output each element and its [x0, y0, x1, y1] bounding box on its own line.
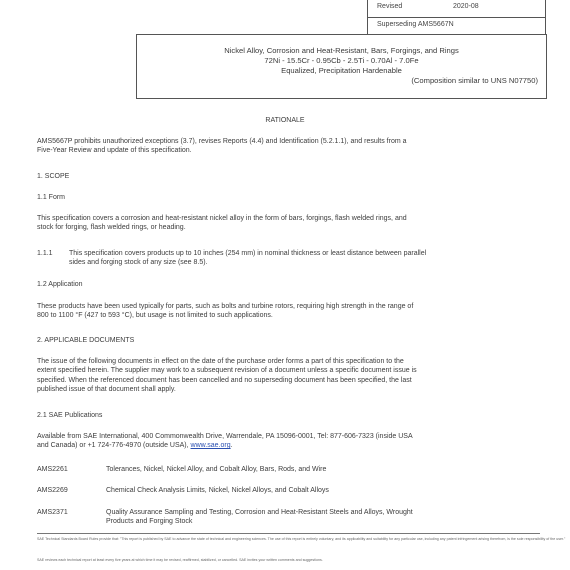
- sae-line-2: [37, 441, 540, 450]
- rationale-line-2: Five-Year Review and update of this specification.: [37, 147, 192, 155]
- title-line-1: Nickel Alloy, Corrosion and Heat-Resistant, Bars, Forgings, and Rings: [224, 46, 459, 55]
- reference-description-continued: Products and Forging Stock: [106, 518, 193, 525]
- application-heading: 1.2 Application: [37, 281, 83, 288]
- footer-line-1: SAE Technical Standards Board Rules provide that: "This report is published by SAE to advance the state of technical and engineering sciences. The use of this report is entirely voluntary, and its applicability and suitability for any particular use, including any patent infringement arising therefrom, is the sole responsibility of the user.": [37, 537, 566, 541]
- reference-code: AMS2269: [37, 487, 68, 494]
- title-line-2: 72Ni - 15.5Cr - 0.95Cb - 2.5Ti - 0.70Al - 7.0Fe: [264, 56, 419, 65]
- rationale-text: [37, 137, 540, 156]
- scope-heading: 1. SCOPE: [37, 173, 70, 180]
- header-left-cell: [136, 0, 368, 35]
- section-1-1-1-number: 1.1.1: [37, 250, 53, 257]
- rationale-line-1: AMS5667P prohibits unauthorized exceptions (3.7), revises Reports (4.4) and Identification (5.2.1.1), and results from a: [37, 138, 407, 145]
- reference-description: Quality Assurance Sampling and Testing, Corrosion and Heat-Resistant Steels and Alloys, Wrought: [106, 509, 413, 516]
- applicable-line-3: specified. When the referenced document has been cancelled and no superseding document has been specified, the last: [37, 376, 412, 384]
- sae-line-2-end: .: [230, 442, 233, 450]
- reference-description: Tolerances, Nickel, Nickel Alloy, and Cobalt Alloy, Bars, Rods, and Wire: [106, 466, 327, 473]
- form-text: [37, 214, 540, 233]
- footer-line-2: SAE reviews each technical report at least every five years at which time it may be revised, reaffirmed, stabilized, or cancelled. SAE invites your written comments and suggestions.: [37, 558, 323, 562]
- form-heading: 1.1 Form: [37, 194, 66, 201]
- application-line-2: 800 to 1100 °F (427 to 593 °C), but usage is not limited to such applications.: [37, 312, 273, 320]
- title-line-4: (Composition similar to UNS N07750): [411, 76, 538, 85]
- application-text: [37, 302, 540, 321]
- form-line-1: This specification covers a corrosion and heat-resistant nickel alloy in the form of bars, forgings, flash welded rings, and: [37, 215, 407, 222]
- footer-rule: [37, 533, 540, 534]
- applicable-line-1: The issue of the following documents in effect on the date of the purchase order forms a part of this specification to the: [37, 358, 404, 365]
- applicable-documents-text: [37, 357, 540, 395]
- sae-publications-heading: 2.1 SAE Publications: [37, 412, 103, 419]
- applicable-documents-heading: 2. APPLICABLE DOCUMENTS: [37, 337, 135, 344]
- form-line-2: stock for forging, flash welded rings, or heading.: [37, 224, 186, 232]
- sae-publications-text: [37, 432, 540, 451]
- sae-line-2-text: and Canada) or +1 724-776-4970 (outside USA),: [37, 442, 191, 450]
- reference-description: Chemical Check Analysis Limits, Nickel, Nickel Alloys, and Cobalt Alloys: [106, 487, 329, 494]
- superseding-text: Superseding AMS5667N: [377, 21, 454, 28]
- revised-label: Revised: [377, 3, 403, 10]
- application-line-1: These products have been used typically for parts, such as bolts and turbine rotors, requiring high strength in the range of: [37, 303, 414, 310]
- header-divider: [367, 17, 545, 18]
- applicable-line-4: published issue of that document shall apply.: [37, 386, 176, 394]
- section-1-1-1-line-2: sides and forging stock of any size (see 8.5).: [69, 259, 208, 266]
- title-line-3: Equalized, Precipitation Hardenable: [281, 66, 402, 75]
- revised-value: 2020-08: [453, 3, 479, 10]
- applicable-line-2: extent specified herein. The supplier may work to a subsequent revision of a document unless a specific document issue is: [37, 367, 417, 375]
- section-1-1-1-line-1: This specification covers products up to 10 inches (254 mm) in nominal thickness or least distance between parallel: [69, 250, 427, 257]
- reference-code: AMS2261: [37, 466, 68, 473]
- reference-code: AMS2371: [37, 509, 68, 516]
- sae-line-1: Available from SAE International, 400 Commonwealth Drive, Warrendale, PA 15096-0001, Tel: 877-606-7323 (inside USA: [37, 433, 413, 440]
- title-box: [136, 34, 547, 99]
- rationale-heading: RATIONALE: [265, 117, 305, 124]
- sae-website-link[interactable]: www.sae.org: [190, 442, 231, 450]
